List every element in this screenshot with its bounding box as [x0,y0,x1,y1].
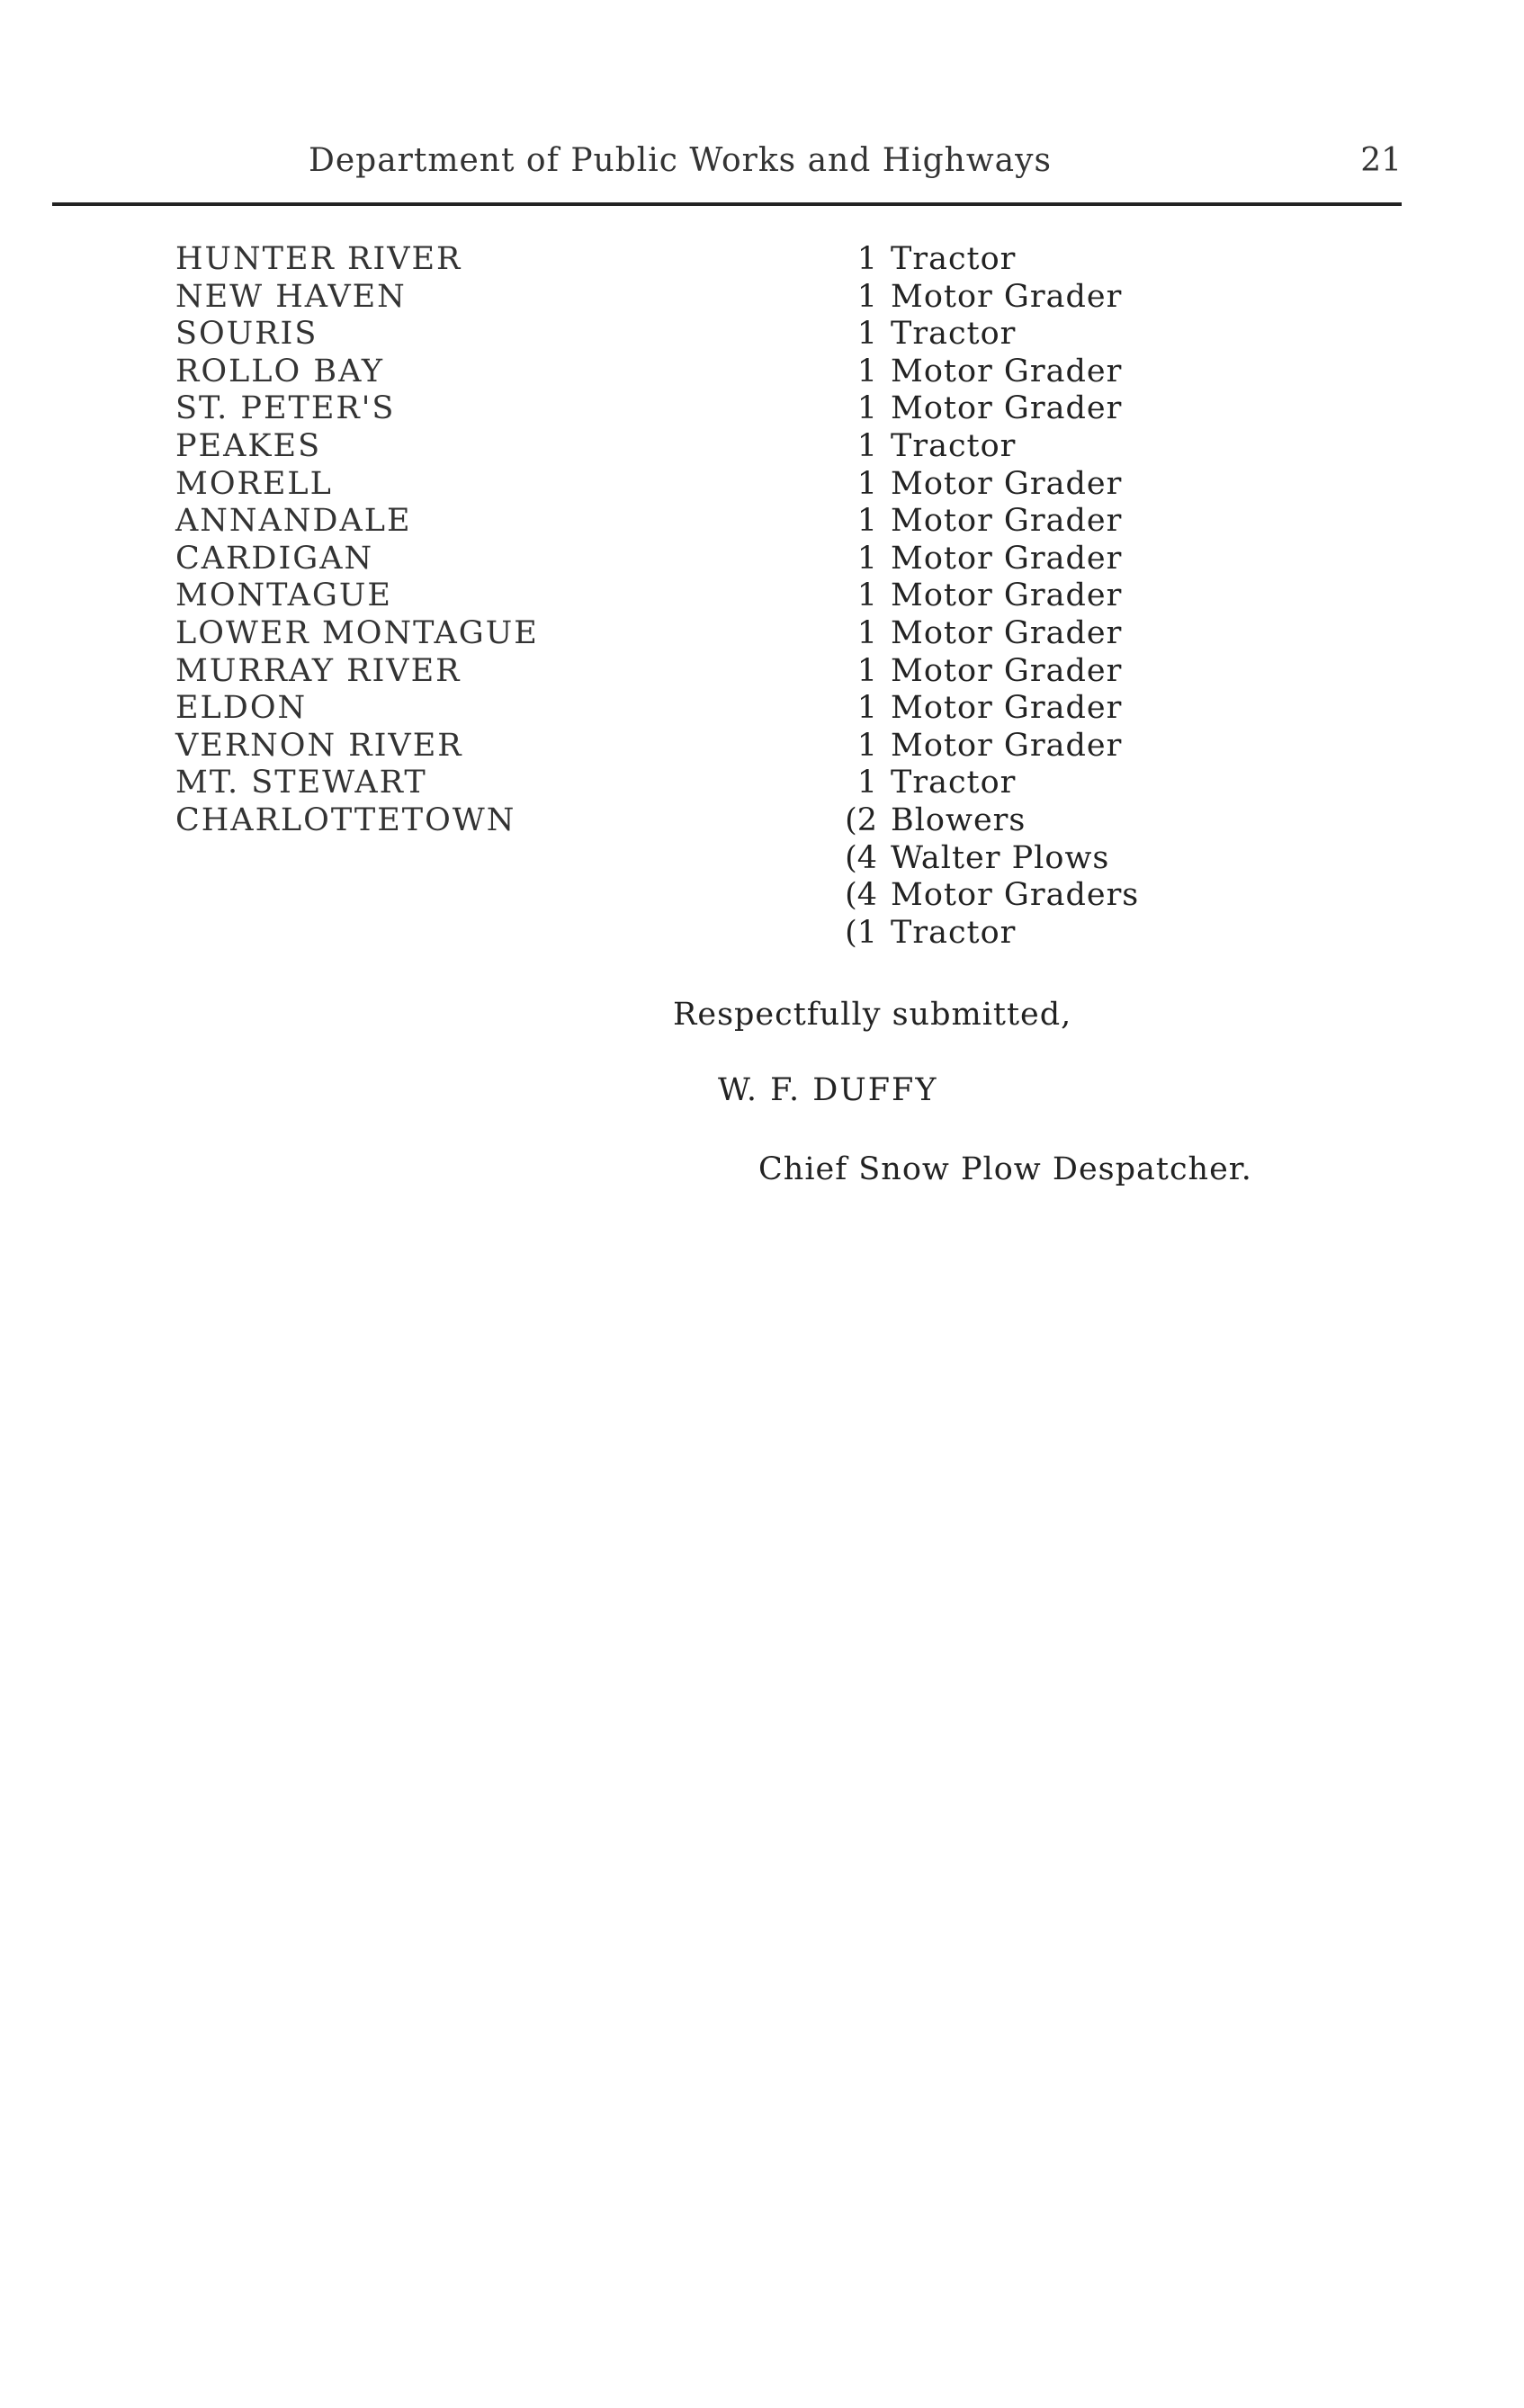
equipment-type: Motor Grader [891,503,1123,540]
equipment-type: Tractor [891,427,1017,464]
equipment-quantity: 1 [856,390,877,427]
place-name: ROLLO BAY [175,353,385,389]
list-item [175,316,1345,354]
place-name: ELDON [175,690,308,727]
equipment-quantity: 1 [856,727,877,764]
equipment-quantity: (4 [845,877,877,914]
place-name: NEW HAVEN [175,278,407,315]
equipment-type: Motor Grader [891,652,1123,689]
signer-name: W. F. DUFFY [718,1072,938,1108]
equipment-quantity: 1 [856,614,877,651]
place-name: LOWER MONTAGUE [175,614,539,651]
place-name: ST. PETER'S [175,390,396,427]
place-name: CARDIGAN [175,540,374,577]
list-item [175,840,1345,878]
equipment-list [175,241,1345,952]
list-item [175,503,1345,541]
equipment-quantity: (2 [845,801,877,838]
list-item [175,390,1345,428]
equipment-quantity: (4 [845,839,877,876]
equipment-type: Motor Graders [891,877,1140,914]
place-name: MORELL [175,465,333,502]
list-item [175,915,1345,953]
place-name: CHARLOTTETOWN [175,801,516,838]
list-item [175,279,1345,317]
closing-salutation: Respectfully submitted, [673,997,1072,1033]
equipment-type: Motor Grader [891,577,1123,614]
equipment-type: Tractor [891,765,1017,801]
equipment-quantity: 1 [856,427,877,464]
equipment-type: Motor Grader [891,540,1123,577]
equipment-type: Tractor [891,914,1017,951]
list-item [175,690,1345,728]
equipment-quantity: 1 [856,765,877,801]
equipment-quantity: 1 [856,503,877,540]
equipment-type: Motor Grader [891,690,1123,727]
list-item [175,354,1345,391]
list-item [175,615,1345,653]
equipment-type: Motor Grader [891,278,1123,315]
equipment-type: Motor Grader [891,465,1123,502]
equipment-quantity: 1 [856,241,877,277]
equipment-type: Tractor [891,241,1017,277]
equipment-quantity: 1 [856,465,877,502]
equipment-type: Motor Grader [891,727,1123,764]
place-name: PEAKES [175,427,322,464]
page-number: 21 [1360,142,1402,179]
equipment-type: Blowers [891,801,1026,838]
place-name: HUNTER RIVER [175,241,462,277]
equipment-type: Motor Grader [891,353,1123,389]
equipment-type: Motor Grader [891,390,1123,427]
equipment-quantity: 1 [856,690,877,727]
equipment-type: Motor Grader [891,614,1123,651]
place-name: MT. STEWART [175,765,427,801]
place-name: VERNON RIVER [175,727,463,764]
place-name: ANNANDALE [175,503,412,540]
equipment-quantity: 1 [856,278,877,315]
equipment-quantity: 1 [856,353,877,389]
list-item [175,541,1345,578]
list-item [175,577,1345,615]
list-item [175,728,1345,765]
list-item [175,765,1345,802]
signer-title: Chief Snow Plow Despatcher. [758,1151,1252,1187]
list-item [175,428,1345,466]
header-rule [52,202,1402,206]
list-item [175,877,1345,915]
place-name: MURRAY RIVER [175,652,462,689]
equipment-quantity: 1 [856,316,877,353]
equipment-quantity: 1 [856,652,877,689]
equipment-quantity: 1 [856,540,877,577]
list-item [175,241,1345,279]
list-item [175,653,1345,691]
equipment-type: Walter Plows [891,839,1110,876]
page-header [52,135,1402,189]
equipment-quantity: 1 [856,577,877,614]
list-item [175,466,1345,504]
list-item [175,802,1345,840]
header-title: Department of Public Works and Highways [309,142,1052,179]
equipment-type: Tractor [891,316,1017,353]
place-name: MONTAGUE [175,577,392,614]
place-name: SOURIS [175,316,318,353]
equipment-quantity: (1 [845,914,877,951]
